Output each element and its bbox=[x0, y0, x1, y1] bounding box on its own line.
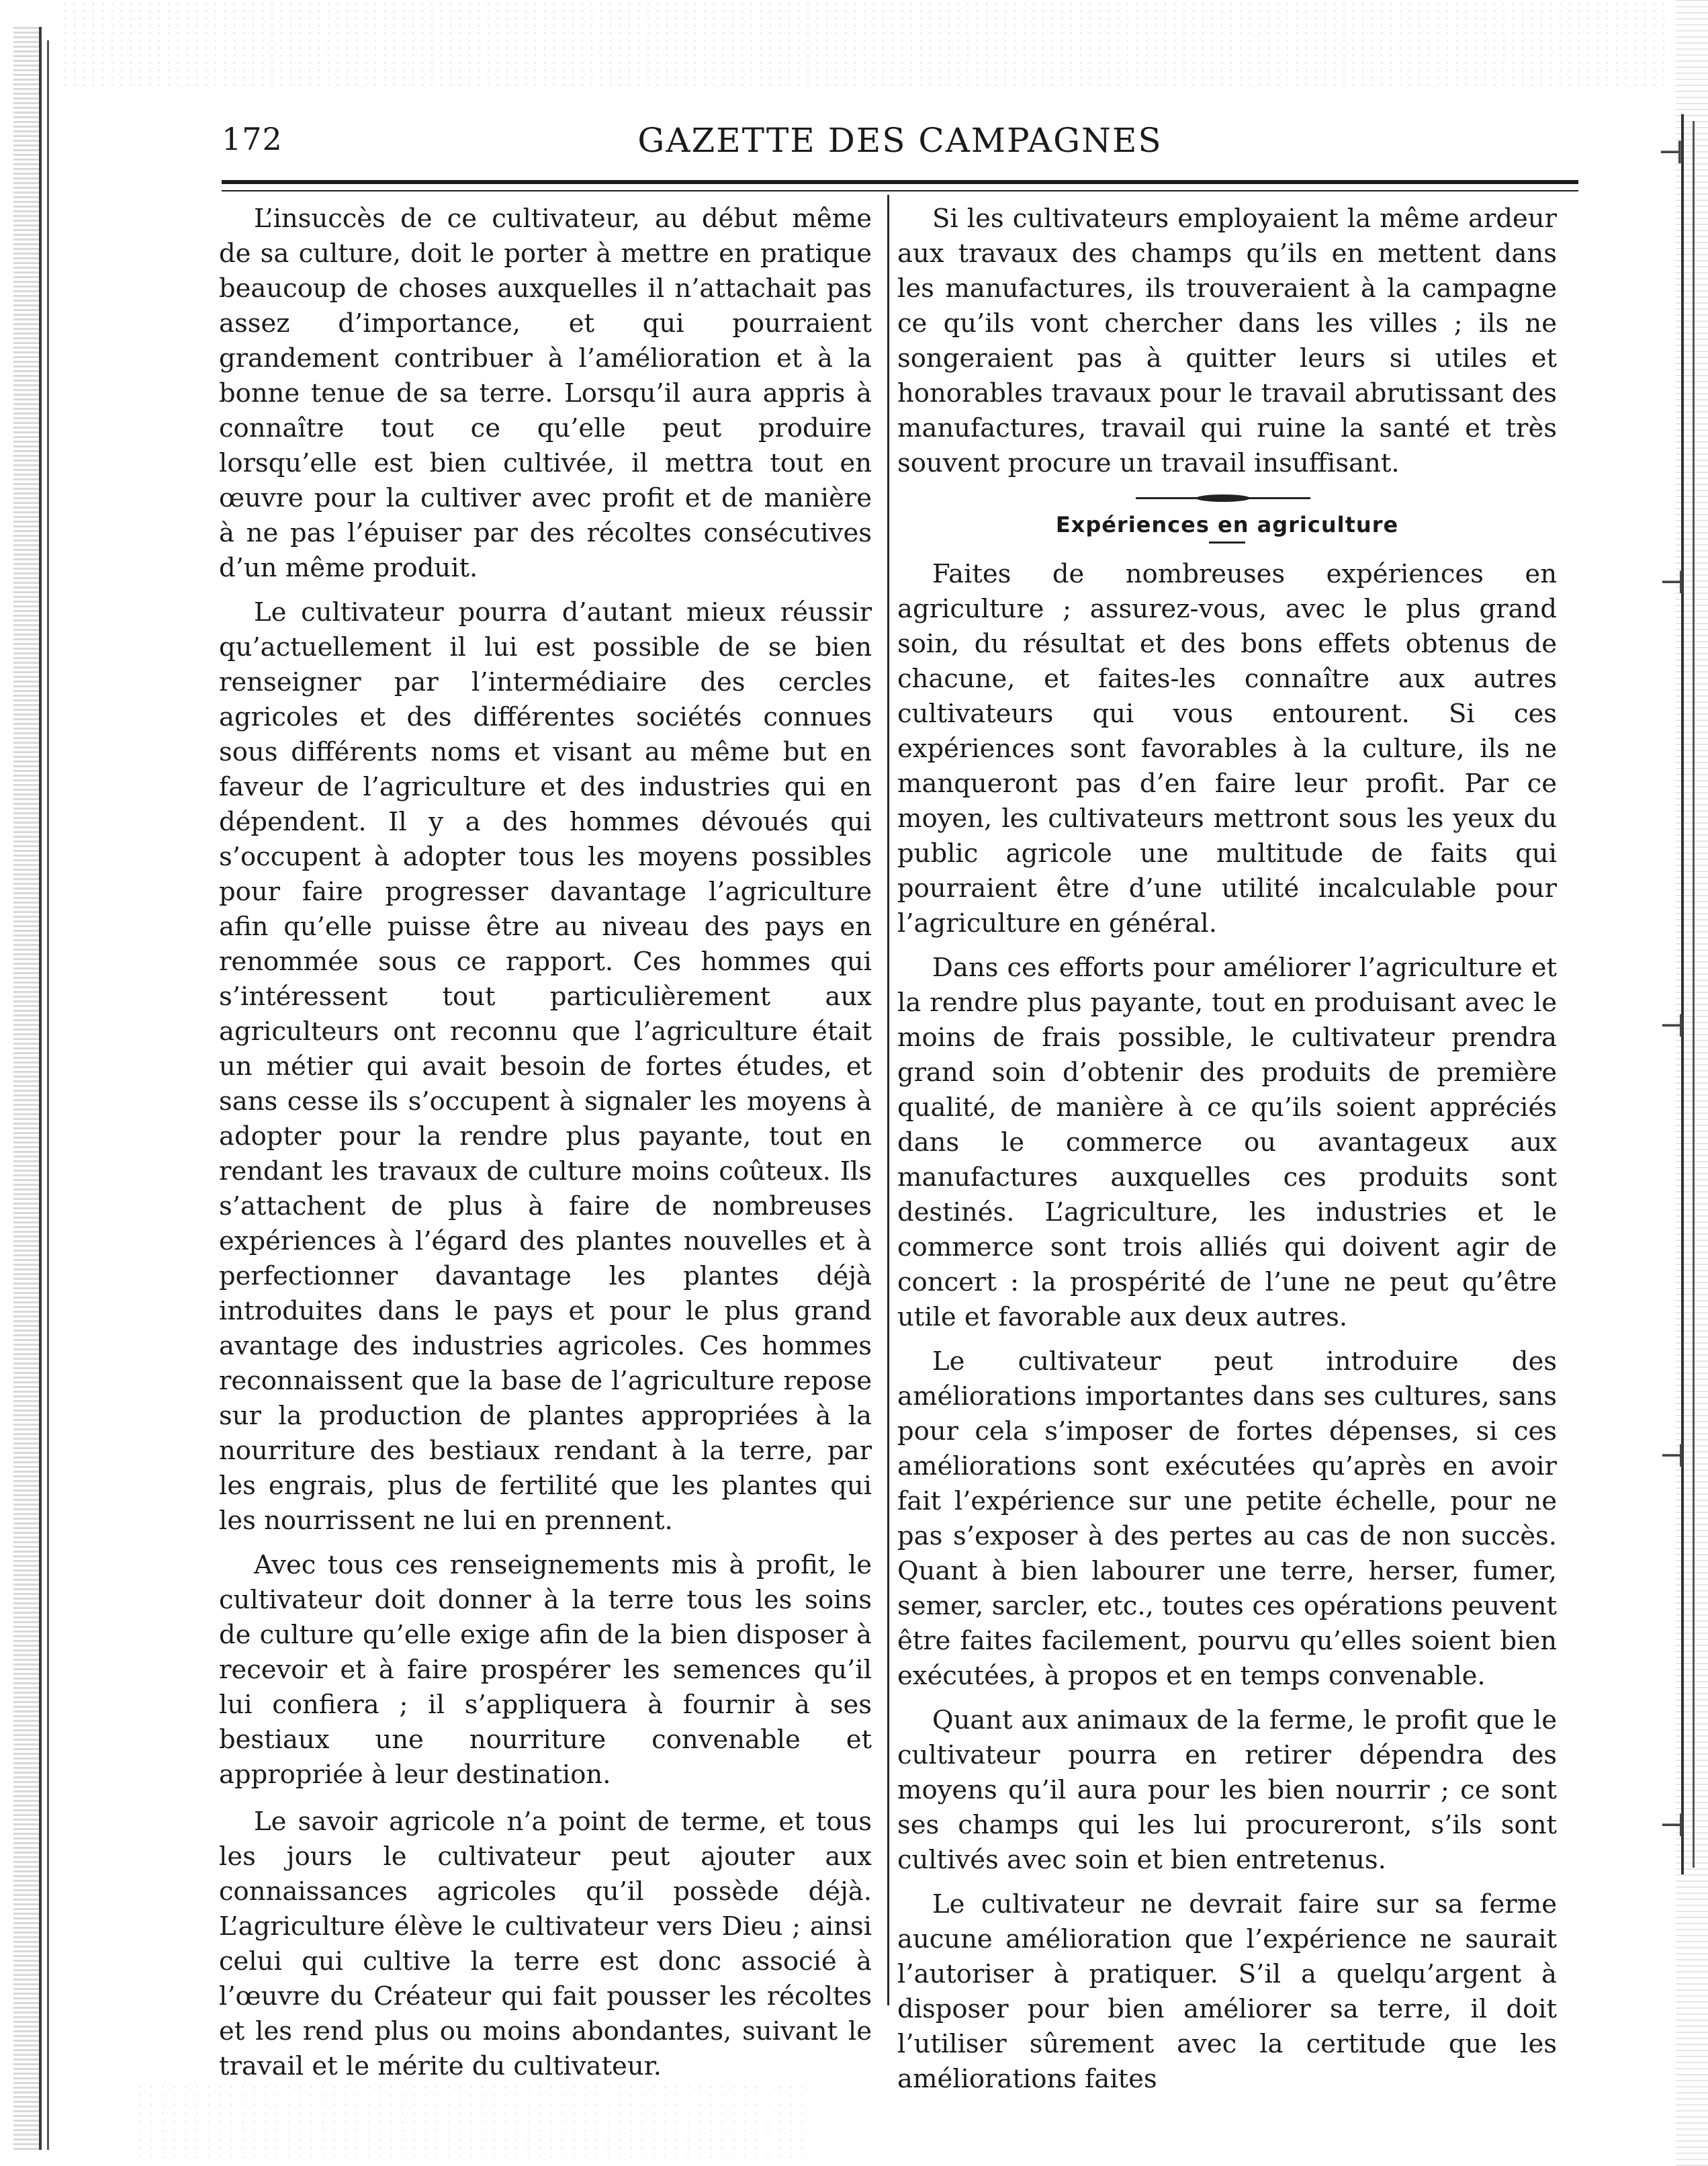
margin-tick-mark: ⊣ bbox=[1658, 134, 1684, 171]
margin-tick-mark: ⊣ bbox=[1659, 564, 1686, 601]
scan-noise-top bbox=[60, 0, 1672, 87]
left-column bbox=[219, 202, 872, 2084]
paragraph: Avec tous ces renseignements mis à profit, le cultivateur doit donner à la terre tous les soins de culture qu’elle exige afin de la bien disposer à recevoir et à faire prospérer les semences qu’il lui confiera ; il s’appliquera à fournir à ses bestiaux une nourriture convenable et appropriée à leur destination. bbox=[219, 1550, 872, 1790]
header-rule-thick bbox=[222, 180, 1578, 184]
section-heading-dash bbox=[1209, 542, 1245, 544]
binding-edge-left bbox=[13, 27, 42, 2150]
margin-tick-mark: ⊣ bbox=[1659, 1008, 1686, 1044]
section-ornament bbox=[897, 494, 1557, 504]
paragraph: Dans ces efforts pour améliorer l’agriculture et la rendre plus payante, tout en produisant avec le moins de frais possible, le cultivateur prendra grand soin d’obtenir des produits de première qualité, de manière à ce qu’ils soient appréciés dans le commerce ou avantageux aux manufactures auxquelles ces produits sont destinés. L’agriculture, les industries et le commerce sont trois alliés qui doivent agir de concert : la prospérité de l’une ne peut qu’être utile et favorable aux deux autres. bbox=[897, 953, 1557, 1332]
section-heading: Expériences en agriculture bbox=[1055, 512, 1399, 537]
running-title: GAZETTE DES CAMPAGNES bbox=[637, 121, 1163, 160]
scan-noise-bottom bbox=[134, 2083, 806, 2163]
paragraph: Le cultivateur pourra d’autant mieux réussir qu’actuellement il lui est possible de se bien renseigner par l’intermédiaire des cercles agricoles et des différentes sociétés connues sous différents noms et visant au même but en faveur de l’agriculture et des industries qui en dépendent. Il y a des hommes dévoués qui s’occupent à adopter tous les moyens possibles pour faire progresser davantage l’agriculture afin qu’elle puisse être au niveau des pays en renommée sous ce rapport. Ces hommes qui s’intéressent tout particulièrement aux agriculteurs ont reconnu que l’agriculture était un métier qui avait besoin de fortes études, et sans cesse ils s’occupent à signaler les moyens à adopter pour la rendre plus payante, tout en rendant les travaux de culture moins coûteux. Ils s’attachent de plus à faire de nombreuses expériences à l’égard des plantes nouvelles et à perfectionner davantage les plantes déjà introduites dans le pays et pour le plus grand avantage des industries agricoles. Ces hommes reconnaissent que la base de l’agriculture repose sur la production de plantes appropriées à la nourriture des bestiaux rendant à la terre, par les engrais, plus de fertilité que les plantes qui les nourrissent ne lui en prennent. bbox=[219, 597, 872, 1536]
page-rule-right-inner bbox=[1693, 121, 1695, 1868]
paragraph: L’insuccès de ce cultivateur, au début même de sa culture, doit le porter à mettre en pratique beaucoup de choses auxquelles il n’attachait pas assez d’importance, et qui pourraient grandement contribuer à l’amélioration et à la bonne tenue de sa terre. Lorsqu’il aura appris à connaître tout ce qu’elle peut produire lorsqu’elle est bien cultivée, il mettra tout en œuvre pour la cultiver avec profit et de manière à ne pas l’épuiser par des récoltes consécutives d’un même produit. bbox=[219, 204, 872, 583]
right-column bbox=[897, 202, 1557, 2097]
page-number: 172 bbox=[222, 121, 283, 157]
page-header bbox=[222, 121, 1578, 175]
column-divider bbox=[887, 195, 889, 2005]
header-rule-thin bbox=[222, 190, 1578, 191]
page-rule-right bbox=[1681, 114, 1684, 1874]
paragraph: Si les cultivateurs employaient la même ardeur aux travaux des champs qu’ils en mettent dans les manufactures, ils trouveraient à la campagne ce qu’ils vont chercher dans les villes ; ils ne songeraient pas à quitter leurs si utiles et honorables travaux pour le travail abrutissant des manufactures, travail qui ruine la santé et très souvent procure un travail insuffisant. bbox=[897, 204, 1557, 478]
paragraph: Le cultivateur ne devrait faire sur sa ferme aucune amélioration que l’expérience ne saurait l’autoriser à pratiquer. S’il a quelqu’argent à disposer pour bien améliorer sa terre, il doit l’utiliser sûrement avec la certitude que les améliorations faites bbox=[897, 1889, 1557, 2094]
paragraph: Le savoir agricole n’a point de terme, et tous les jours le cultivateur peut ajouter aux connaissances agricoles qu’il possède déjà. L’agriculture élève le cultivateur vers Dieu ; ainsi celui qui cultive la terre est donc associé à l’œuvre du Créateur qui fait pousser les récoltes et les rend plus ou moins abondantes, suivant le travail et le mérite du cultivateur. bbox=[219, 1807, 872, 2081]
binding-rule-left bbox=[47, 40, 49, 2150]
paragraph: Quant aux animaux de la ferme, le profit que le cultivateur pourra en retirer dépendra des moyens qu’il aura pour les bien nourrir ; ce sont ses champs qui les lui procureront, s’ils sont cultivés avec soin et bien entretenus. bbox=[897, 1705, 1557, 1875]
paragraph: Le cultivateur peut introduire des améliorations importantes dans ses cultures, sans pour cela s’imposer de fortes dépenses, si ces améliorations sont exécutées qu’après en avoir fait l’expérience sur une petite échelle, pour ne pas s’exposer à des pertes au cas de non succès. Quant à bien labourer une terre, herser, fumer, semer, sarcler, etc., toutes ces opérations peuvent être faites facilement, pourvu qu’elles soient bien exécutées, à propos et en temps convenable. bbox=[897, 1346, 1557, 1691]
margin-tick-mark: ⊣ bbox=[1659, 1438, 1686, 1474]
paragraph: Faites de nombreuses expériences en agriculture ; assurez-vous, avec le plus grand soin, du résultat et des bons effets obtenus de chacune, et faites-les connaître aux autres cultivateurs qui vous entourent. Si ces expériences sont favorables à la culture, ils ne manqueront pas d’en faire leur profit. Par ce moyen, les cultivateurs mettront sous les yeux du public agricole une multitude de faits qui pourraient être d’une utilité incalculable pour l’agriculture en général. bbox=[897, 559, 1557, 939]
margin-tick-mark: ⊣ bbox=[1659, 1807, 1686, 1844]
